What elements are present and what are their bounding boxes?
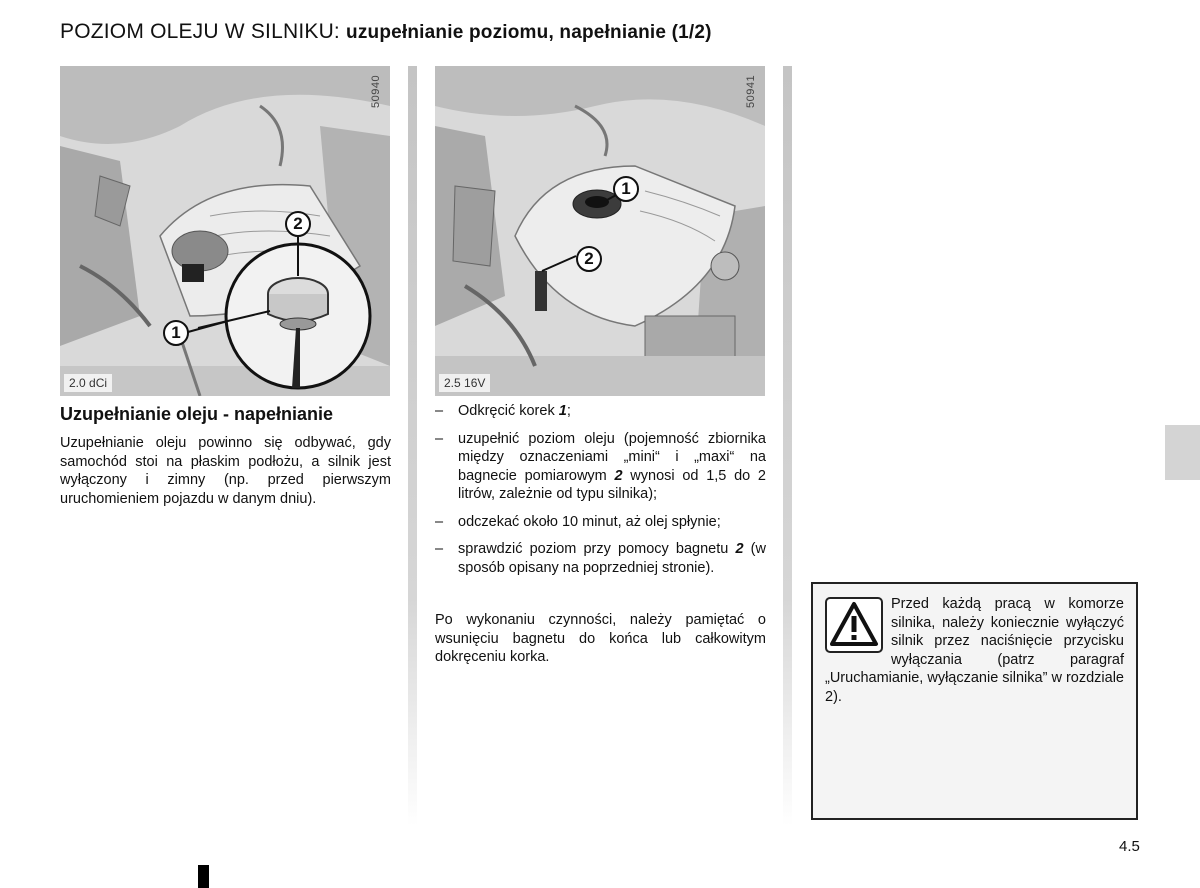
engine-illustration xyxy=(435,66,765,396)
page-title-main: POZIOM OLEJU W SILNIKU: xyxy=(60,20,347,43)
list-dash: – xyxy=(435,513,444,530)
list-item: – Odkręcić korek 1; xyxy=(435,403,571,419)
warning-box xyxy=(811,582,1138,820)
ref-number: 2 xyxy=(735,541,744,557)
page-title xyxy=(60,20,712,44)
list-item: – sprawdzić poziom przy pomocy bagnetu 2 (w sposób opisany na poprzedniej stronie). xyxy=(435,541,766,576)
callout-1: 1 xyxy=(613,176,639,202)
figure-code: 50940 xyxy=(370,74,382,108)
callout-2: 2 xyxy=(285,211,311,237)
list-dash: – xyxy=(435,430,444,447)
closing-paragraph: Po wykonaniu czynności, należy pamiętać o wsunięciu bagnetu do końca lub całkowitym dokręceniu korka. xyxy=(435,612,766,665)
crop-mark xyxy=(198,865,209,888)
engine-label: 2.5 16V xyxy=(439,374,490,392)
callout-1: 1 xyxy=(163,320,189,346)
ref-number: 1 xyxy=(558,403,567,419)
engine-figure-petrol xyxy=(435,66,765,396)
section-title: Uzupełnianie oleju - napełnianie xyxy=(60,404,334,424)
instruction-list xyxy=(435,402,766,586)
list-dash: – xyxy=(435,541,444,557)
page-number: 4.5 xyxy=(1119,838,1140,855)
list-item: – odczekać około 10 minut, aż olej spłynie; xyxy=(435,513,721,530)
page-title-sub: uzupełnianie poziomu, napełnianie (1/2) xyxy=(346,22,712,43)
list-dash: – xyxy=(435,403,444,419)
engine-label: 2.0 dCi xyxy=(64,374,112,392)
list-item: – uzupełnić poziom oleju (pojemność zbiornika między oznaczeniami „mini“ i „maxi“ na bagnecie pomiarowym 2 wynosi od 1,5 do 2 litrów, zależnie od typu silnika); xyxy=(435,430,766,502)
column-divider-left xyxy=(408,66,417,826)
ref-number: 2 xyxy=(614,467,623,484)
engine-figure-diesel xyxy=(60,66,390,396)
intro-paragraph: Uzupełnianie oleju powinno się odbywać, gdy samochód stoi na płaskim podłożu, a silnik jest wyłączony i zimny (np. przed pierwszym uruchomieniem pojazdu w danym dniu). xyxy=(60,435,391,507)
callout-2: 2 xyxy=(576,246,602,272)
engine-illustration xyxy=(60,66,390,396)
warning-triangle-icon xyxy=(825,597,883,653)
figure-code: 50941 xyxy=(745,74,757,108)
warning-text: Przed każdą pracą w komorze silnika, należy koniecznie wyłączyć silnik przez naciśnięcie przycisku wyłączania (patrz paragraf „Uruchamianie, wyłączanie silnika” w rozdziale 2). xyxy=(825,596,1124,705)
chapter-tab xyxy=(1165,425,1200,480)
column-divider-right xyxy=(783,66,792,826)
